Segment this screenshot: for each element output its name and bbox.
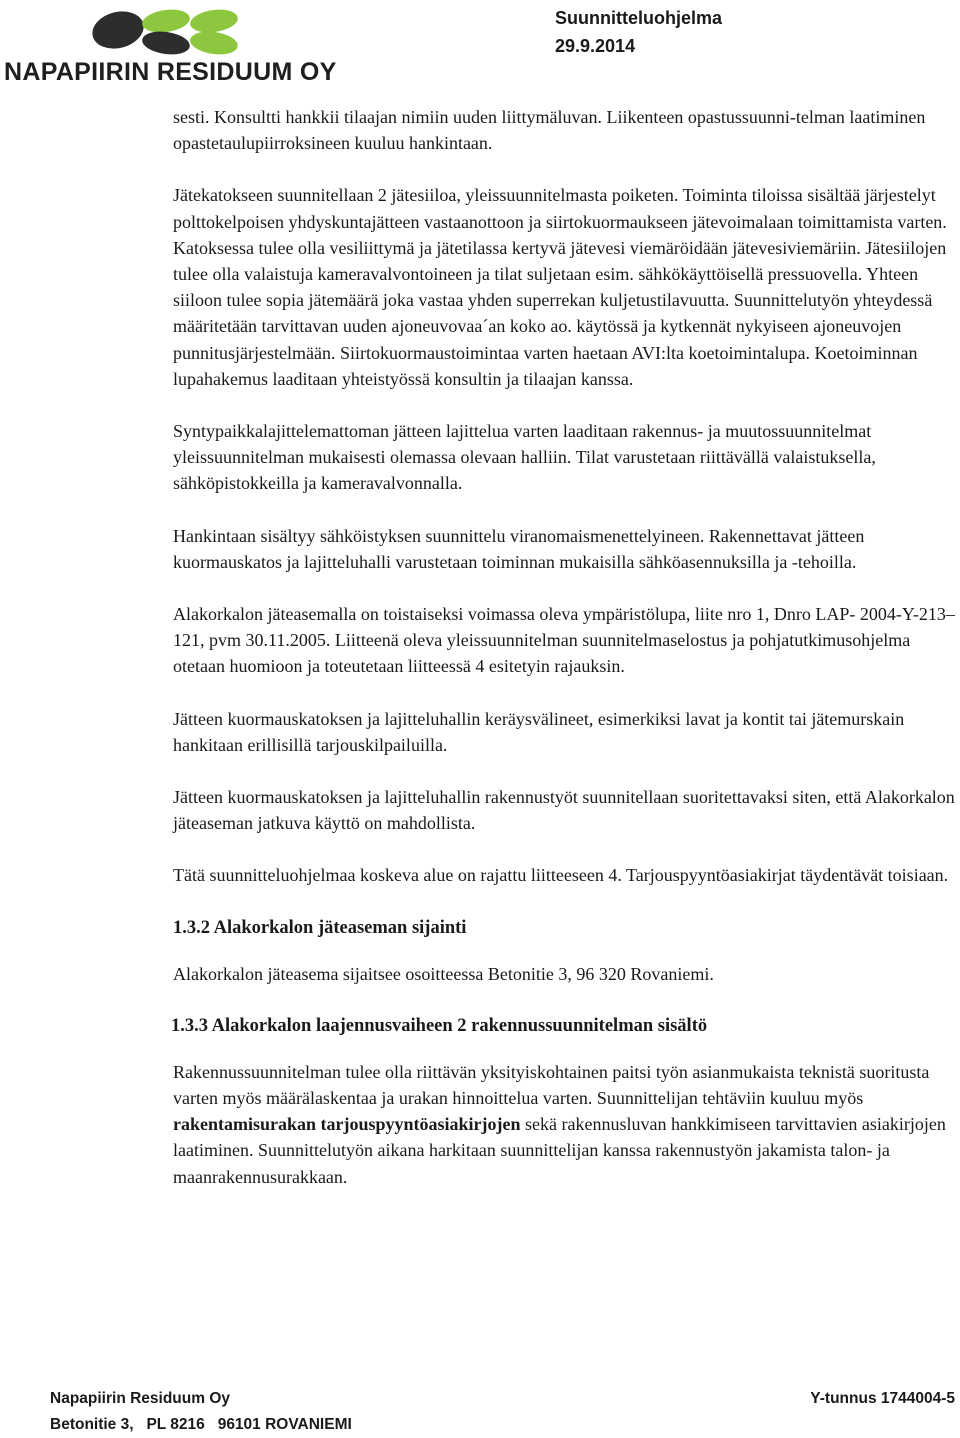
document-title: Suunnitteluohjelma <box>555 8 723 28</box>
document-date: 29.9.2014 <box>555 36 636 56</box>
paragraph-9: Alakorkalon jäteasema sijaitsee osoitteessa Betonitie 3, 96 320 Rovaniemi. <box>173 963 714 984</box>
footer-business-id: Y-tunnus 1744004-5 <box>810 1390 955 1407</box>
paragraph-10-end: sekä rakennusluvan hankkimiseen tarvittavien asiakirjojen laatiminen. Suunnittelutyön aikana harkitaan suunnittelijan kanssa rakennustyön jakamista talon- ja maanrakennusurakkaan. <box>173 1114 946 1187</box>
paragraph-8: Tätä suunnitteluohjelmaa koskeva alue on rajattu liitteeseen 4. Tarjouspyyntöasiakirjat täydentävät toisiaan. <box>173 865 949 886</box>
paragraph-4: Hankintaan sisältyy sähköistyksen suunnittelu viranomaismenettelyineen. Rakennettavat jätteen kuormauskatos ja lajitteluhalli varustetaan toiminnan mukaisilla sähköasennuksilla ja -tehoilla. <box>173 525 865 572</box>
paragraph-3: Syntypaikkalajittelemattoman jätteen lajittelua varten laaditaan rakennus- ja muutossuunnitelmat yleissuunnitelman mukaisesti olemassa olevaan halliin. Tilat varustetaan riittävällä valaistuksella, sähköpistokkeilla ja kameravalvonnalla. <box>173 421 876 494</box>
paragraph-1: sesti. Konsultti hankkii tilaajan nimiin uuden liittymäluvan. Liikenteen opastussuunni-telman laatiminen opastetaulupiirroksineen kuuluu hankintaan. <box>173 107 926 154</box>
paragraph-5: Alakorkalon jäteasemalla on toistaiseksi voimassa oleva ympäristölupa, liite nro 1, Dnro LAP- 2004-Y-213–121, pvm 30.11.2005. Liitteenä oleva yleissuunnitelman suunnitelmaselostus ja pohjatutkimusohjelma otetaan huomioon ja toteutetaan liitteessä 4 esitetyin rajauksin. <box>173 604 955 677</box>
page-footer <box>50 1386 955 1438</box>
logo-text: NAPAPIIRIN RESIDUUM OY <box>4 58 337 86</box>
paragraph-10-start: Rakennussuunnitelman tulee olla riittävän yksityiskohtainen paitsi työn asianmukaista teknistä suoritusta varten myös määrälaskentaa ja urakan hinnoittelua varten. Suunnittelijan tehtäviin kuuluu myös <box>173 1061 930 1109</box>
paragraph-7: Jätteen kuormauskatoksen ja lajitteluhallin rakennustyöt suunnitellaan suoritettavaksi siten, että Alakorkalon jäteaseman jatkuva käyttö on mahdollista. <box>173 787 955 834</box>
paragraph-10 <box>173 1059 959 1190</box>
logo-leaves-icon <box>92 4 257 58</box>
footer-address: Betonitie 3, PL 8216 96101 ROVANIEMI <box>50 1416 352 1433</box>
footer-company: Napapiirin Residuum Oy <box>50 1390 231 1407</box>
section-heading-1-3-2: 1.3.2 Alakorkalon jäteaseman sijainti <box>173 917 467 938</box>
document-body <box>173 104 959 1216</box>
document-header <box>555 4 722 60</box>
paragraph-2: Jätekatokseen suunnitellaan 2 jätesiiloa, yleissuunnitelmasta poiketen. Toiminta tiloissa sisältää järjestelyt polttokelpoisen yhdyskuntajätteen vastaanottoon ja siirtokuormaukseen jätevoimalaan toimittamista varten. Katoksessa tulee olla vesiliittymä ja jätetilassa kertyvä jätevesi viemäröidään jätevesiviemäriin. Jätesiilojen tulee olla valaistuja kameravalvontoineen ja tilat suljetaan esim. sähkökäyttöisellä pressuovella. Yhteen siiloon tulee sopia jätemäärä joka vastaa yhden superrekan kuljetustilavuutta. Suunnittelutyön yhteydessä määritetään tarvittavan uuden ajoneuvovaa´an koko ao. käytössä ja kytkennät nykyiseen ajoneuvojen punnitusjärjestelmään. Siirtokuormaustoimintaa varten haetaan AVI:lta koetoimintalupa. Koetoiminnan lupahakemus laaditaan yhteistyössä konsultin ja tilaajan kanssa. <box>173 185 947 389</box>
paragraph-10-emphasis: rakentamisurakan tarjouspyyntöasiakirjojen <box>173 1114 521 1135</box>
company-logo <box>0 0 337 90</box>
section-heading-1-3-3: 1.3.3 Alakorkalon laajennusvaiheen 2 rakennussuunnitelman sisältö <box>171 1015 708 1036</box>
paragraph-6: Jätteen kuormauskatoksen ja lajitteluhallin keräysvälineet, esimerkiksi lavat ja kontit tai jätemurskain hankitaan erillisillä tarjouskilpailuilla. <box>173 708 905 755</box>
